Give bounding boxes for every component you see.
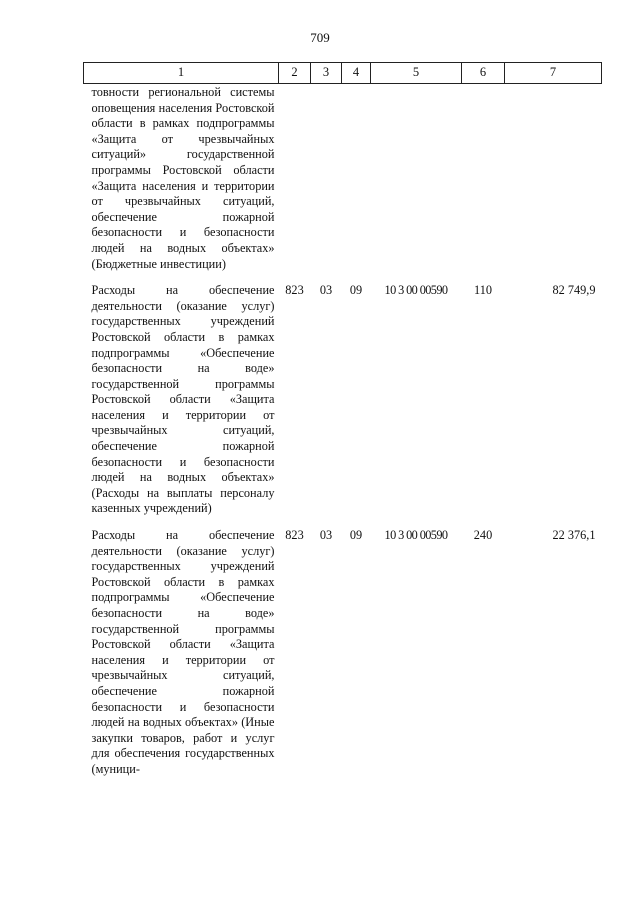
row-expense-type: 110 [474, 283, 492, 298]
row-expense-type: 240 [473, 528, 493, 543]
row-ministry [279, 84, 311, 273]
header-col-6: 6 [462, 63, 505, 84]
row-description: Расходы на обеспечение деятельности (оказание услуг) государственных учреждений Ростовской области в рамках подпрограммы «Обеспечение безопасности на воде» государственной программы Ростовской области «Защита населения и территории от чрезвычайных ситуаций, обеспечение пожарной безопасности и безопасности людей на водных объектах» (Расходы на выплаты персоналу казенных учреждений) [91, 283, 275, 516]
row-target-article: 10 3 00 00590 [384, 528, 448, 543]
table-body [84, 84, 602, 778]
row-amount: 22 376,1 [552, 528, 596, 543]
row-amount: 82 749,9 [552, 283, 596, 298]
row-ministry: 823 [285, 283, 304, 298]
row-expense-type [462, 84, 505, 273]
row-section: 03 [319, 528, 333, 543]
table-row [84, 84, 602, 273]
row-section: 03 [319, 283, 333, 298]
row-subsection: 09 [349, 528, 363, 543]
header-col-4: 4 [342, 63, 371, 84]
header-col-1: 1 [84, 63, 279, 84]
header-col-5: 5 [371, 63, 462, 84]
row-subsection: 09 [349, 283, 363, 298]
header-col-7: 7 [505, 63, 602, 84]
header-col-3: 3 [311, 63, 342, 84]
row-subsection [342, 84, 371, 273]
row-description: Расходы на обеспечение деятельности (оказание услуг) государственных учреждений Ростовской области в рамках подпрограммы «Обеспечение безопасности на воде» государственной программы Ростовской области «Защита населения и территории от чрезвычайных ситуаций, обеспечение пожарной безопасности и безопасности людей на водных объектах» (Иные закупки товаров, работ и услуг для обеспечения государственных (муници- [91, 528, 275, 776]
budget-table [83, 62, 602, 778]
header-col-2: 2 [279, 63, 311, 84]
row-target-article [371, 84, 462, 273]
row-ministry: 823 [285, 528, 304, 543]
table-header [84, 63, 602, 84]
row-amount [505, 84, 602, 273]
page-number: 709 [310, 30, 330, 45]
table-row [84, 272, 602, 517]
table-row [84, 517, 602, 778]
row-section [311, 84, 342, 273]
row-description: товности региональной системы оповещения населения Ростовской области в рамках подпрограммы «Защита от чрезвычайных ситуаций» государственной программы Ростовской области «Защита населения и территории от чрезвычайных ситуаций, обеспечение пожарной безопасности и безопасности людей на водных объектах» (Бюджетные инвестиции) [91, 85, 275, 271]
row-target-article: 10 3 00 00590 [384, 283, 448, 298]
header-row [84, 63, 602, 84]
